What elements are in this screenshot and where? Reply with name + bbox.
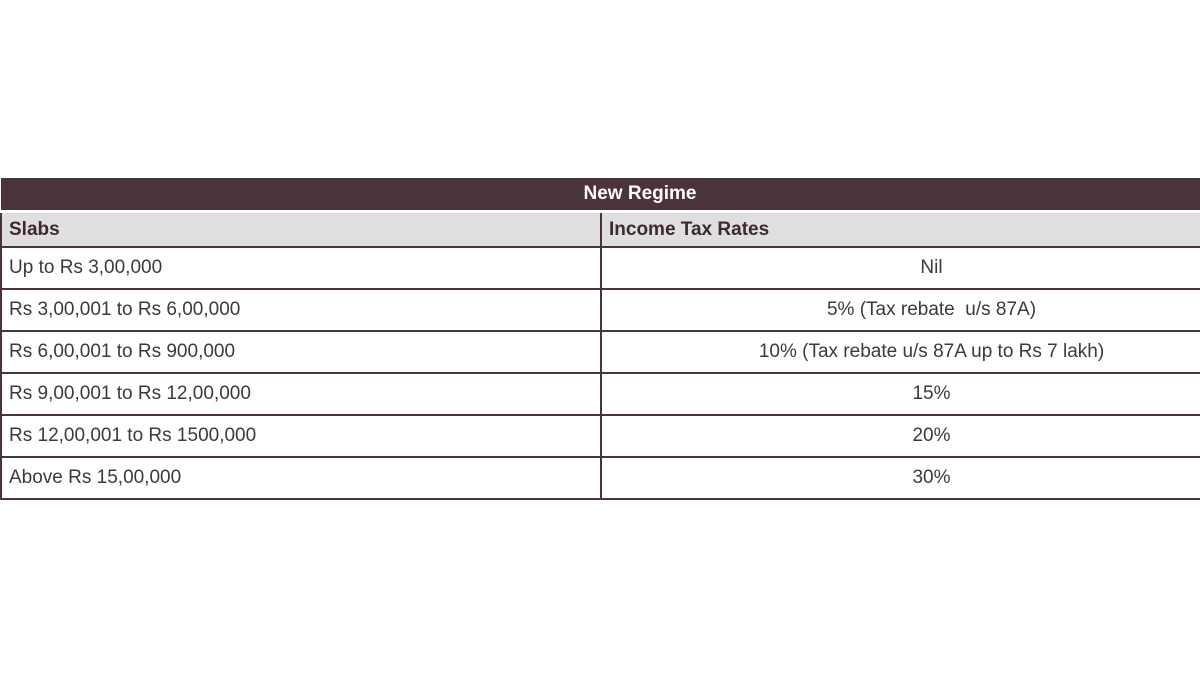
table-title-row <box>1 178 1200 212</box>
column-header-slabs: Slabs <box>1 212 601 248</box>
slab-cell: Rs 12,00,001 to Rs 1500,000 <box>1 415 601 457</box>
table-row <box>1 331 1200 373</box>
slab-cell: Above Rs 15,00,000 <box>1 457 601 499</box>
rate-cell: 30% <box>601 457 1200 499</box>
slab-cell: Up to Rs 3,00,000 <box>1 247 601 289</box>
slab-cell: Rs 9,00,001 to Rs 12,00,000 <box>1 373 601 415</box>
rate-cell: 20% <box>601 415 1200 457</box>
table-row <box>1 289 1200 331</box>
table-row <box>1 247 1200 289</box>
table-row <box>1 457 1200 499</box>
rate-cell: 10% (Tax rebate u/s 87A up to Rs 7 lakh) <box>601 331 1200 373</box>
table-body <box>1 247 1200 499</box>
slab-cell: Rs 6,00,001 to Rs 900,000 <box>1 331 601 373</box>
table-row <box>1 415 1200 457</box>
rate-cell: 15% <box>601 373 1200 415</box>
table-row <box>1 373 1200 415</box>
column-header-row <box>1 212 1200 248</box>
rate-cell: Nil <box>601 247 1200 289</box>
column-header-income-tax-rates: Income Tax Rates <box>601 212 1200 248</box>
rate-cell: 5% (Tax rebate u/s 87A) <box>601 289 1200 331</box>
table-title: New Regime <box>1 178 1200 212</box>
tax-slab-table <box>0 178 1200 500</box>
slab-cell: Rs 3,00,001 to Rs 6,00,000 <box>1 289 601 331</box>
